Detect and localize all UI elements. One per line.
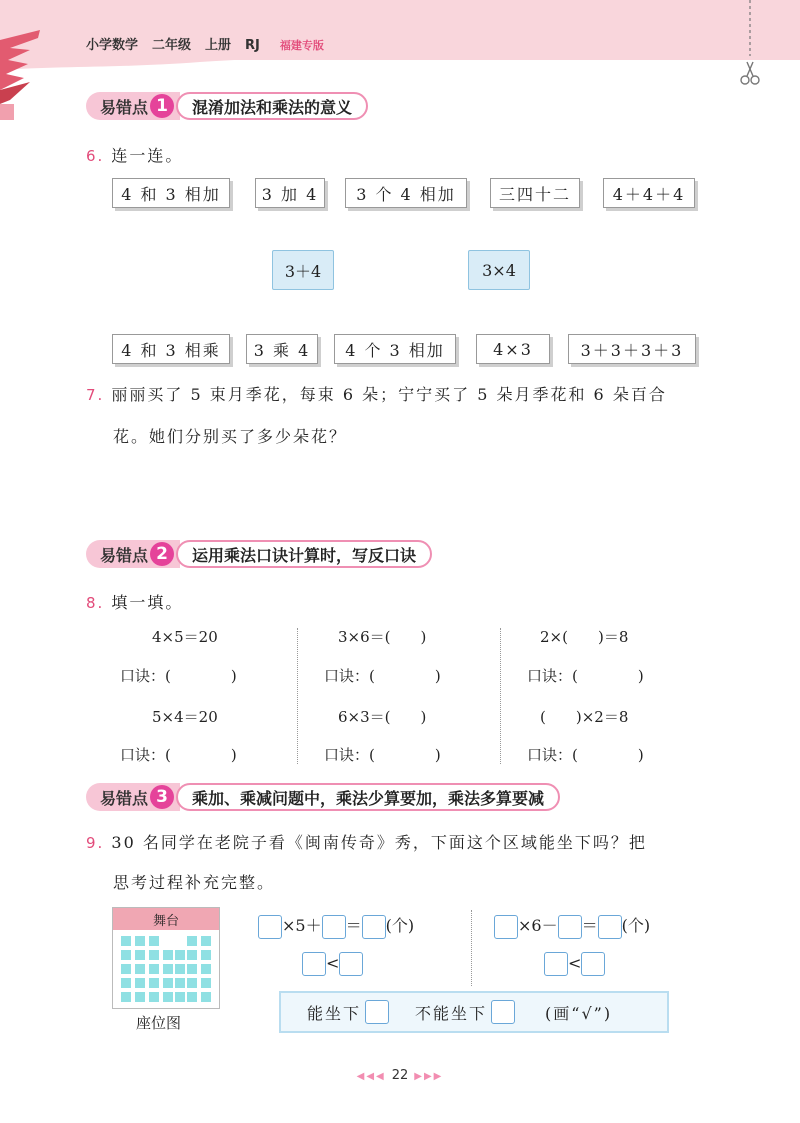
q8-prompt xyxy=(86,590,183,613)
section-3-tag xyxy=(86,783,180,811)
q6-bottom-card-1[interactable]: 4 和 3 相乘 xyxy=(112,334,230,364)
q9-right-unit: (个) xyxy=(621,916,651,935)
q8-col1-kj1[interactable]: 口诀：( ) xyxy=(120,667,237,685)
q9-right-blank-3[interactable] xyxy=(598,915,622,939)
q8-col1-eq2: 5×4＝20 xyxy=(152,708,218,726)
q9-answer-cannot-box[interactable] xyxy=(491,1000,515,1024)
seat-map xyxy=(112,907,220,1009)
q9-left-blank-4[interactable] xyxy=(302,952,326,976)
q9-right-blank-2[interactable] xyxy=(558,915,582,939)
header-text xyxy=(86,34,338,53)
page-number: 22 xyxy=(391,1068,409,1083)
section-2-tag xyxy=(86,540,180,568)
seat-map-caption: 座位图 xyxy=(136,1014,182,1032)
q6-text: 连一连。 xyxy=(111,146,184,165)
q9-left-unit: (个) xyxy=(385,916,415,935)
q7-text-1: 丽丽买了 5 束月季花，每束 6 朵；宁宁买了 5 朵月季花和 6 朵百合 xyxy=(111,385,667,404)
q7-line-1 xyxy=(86,382,667,405)
q8-col1-kj2[interactable]: 口诀：( ) xyxy=(120,746,237,764)
q8-col3-eq1[interactable]: 2×( )＝8 xyxy=(540,628,629,646)
q9-right-row-2 xyxy=(544,952,605,976)
q9-answer-bar xyxy=(279,991,669,1033)
section-1-topic: 混淆加法和乘法的意义 xyxy=(176,92,368,120)
header-edition: 福建专版 xyxy=(279,39,324,52)
section-1-tag xyxy=(86,92,180,120)
q8-col2-kj2[interactable]: 口诀：( ) xyxy=(324,746,441,764)
q9-left-eq: ＝ xyxy=(345,916,362,935)
q9-left-blank-5[interactable] xyxy=(339,952,363,976)
q9-right-blank-1[interactable] xyxy=(494,915,518,939)
section-2-label: 易错点 xyxy=(100,545,149,565)
q6-top-card-5[interactable]: 4＋4＋4 xyxy=(603,178,695,208)
q6-top-card-3[interactable]: 3 个 4 相加 xyxy=(345,178,467,208)
section-2-topic: 运用乘法口诀计算时，写反口诀 xyxy=(176,540,432,568)
q8-divider-2 xyxy=(500,628,501,764)
header-volume: 上册 xyxy=(205,38,232,53)
q9-line-1 xyxy=(86,830,647,853)
q9-left-blank-3[interactable] xyxy=(362,915,386,939)
q9-answer-can: 能坐下 xyxy=(307,1003,362,1023)
q6-bottom-card-5[interactable]: 3＋3＋3＋3 xyxy=(568,334,696,364)
q9-answer-can-box[interactable] xyxy=(365,1000,389,1024)
section-3-label: 易错点 xyxy=(100,788,149,808)
q9-left-blank-2[interactable] xyxy=(322,915,346,939)
q9-right-eq: ＝ xyxy=(581,916,598,935)
q9-right-row-1 xyxy=(494,913,650,939)
q6-bottom-card-3[interactable]: 4 个 3 相加 xyxy=(334,334,456,364)
q8-divider-1 xyxy=(297,628,298,764)
q9-left-lt: < xyxy=(326,953,340,973)
section-1-heading xyxy=(86,92,368,120)
stage-label: 舞台 xyxy=(113,908,219,930)
pagoda-roof-icon xyxy=(0,30,60,120)
header-grade: 二年级 xyxy=(152,38,192,53)
q9-answer-note: (画“√”) xyxy=(545,1003,613,1023)
q7-number: 7. xyxy=(86,386,105,404)
q8-col2-eq2[interactable]: 6×3＝( ) xyxy=(338,708,427,726)
section-1-label: 易错点 xyxy=(100,97,149,117)
section-1-number: 1 xyxy=(150,94,174,118)
seat-grid xyxy=(113,930,219,1008)
q6-bottom-card-4[interactable]: 4×3 xyxy=(476,334,550,364)
q8-col2-eq1[interactable]: 3×6＝( ) xyxy=(338,628,427,646)
q6-number: 6. xyxy=(86,147,105,165)
q9-left-times: ×5＋ xyxy=(282,916,322,935)
q9-divider xyxy=(471,910,472,986)
q9-number: 9. xyxy=(86,834,105,852)
q8-text: 填一填。 xyxy=(111,593,184,612)
q6-middle-card-1[interactable]: 3＋4 xyxy=(272,250,334,290)
q9-left-blank-1[interactable] xyxy=(258,915,282,939)
footer-left-arrows-icon: ◀◀◀ xyxy=(356,1071,386,1082)
q9-right-lt: < xyxy=(568,953,582,973)
footer-right-arrows-icon: ▶▶▶ xyxy=(414,1071,444,1082)
q8-number: 8. xyxy=(86,594,105,612)
q8-col3-eq2[interactable]: ( )×2＝8 xyxy=(540,708,629,726)
header-subject: 小学数学 xyxy=(86,38,139,53)
q6-top-card-2[interactable]: 3 加 4 xyxy=(255,178,325,208)
header-version: RJ xyxy=(245,38,260,53)
q6-bottom-card-2[interactable]: 3 乘 4 xyxy=(246,334,318,364)
q9-left-row-1 xyxy=(258,913,414,939)
q8-col1-eq1: 4×5＝20 xyxy=(152,628,218,646)
q6-top-card-4[interactable]: 三四十二 xyxy=(490,178,580,208)
q9-right-blank-4[interactable] xyxy=(544,952,568,976)
q8-col2-kj1[interactable]: 口诀：( ) xyxy=(324,667,441,685)
q9-right-times: ×6－ xyxy=(518,916,558,935)
q7-line-2: 花。她们分别买了多少朵花？ xyxy=(113,427,348,446)
q9-answer-cannot: 不能坐下 xyxy=(415,1003,488,1023)
section-3-number: 3 xyxy=(150,785,174,809)
page-footer xyxy=(0,1068,800,1083)
scissor-icon xyxy=(735,0,765,100)
section-2-heading xyxy=(86,540,432,568)
section-3-heading xyxy=(86,783,560,811)
q8-col3-kj2[interactable]: 口诀：( ) xyxy=(527,746,644,764)
q9-right-blank-5[interactable] xyxy=(581,952,605,976)
q9-text-1: 30 名同学在老院子看《闽南传奇》秀，下面这个区域能坐下吗？把 xyxy=(111,833,647,852)
q8-col3-kj1[interactable]: 口诀：( ) xyxy=(527,667,644,685)
q6-top-card-1[interactable]: 4 和 3 相加 xyxy=(112,178,230,208)
section-3-topic: 乘加、乘减问题中，乘法少算要加，乘法多算要减 xyxy=(176,783,560,811)
q6-prompt xyxy=(86,143,183,166)
q9-left-row-2 xyxy=(302,952,363,976)
section-2-number: 2 xyxy=(150,542,174,566)
q9-line-2: 思考过程补充完整。 xyxy=(113,873,276,892)
q6-middle-card-2[interactable]: 3×4 xyxy=(468,250,530,290)
